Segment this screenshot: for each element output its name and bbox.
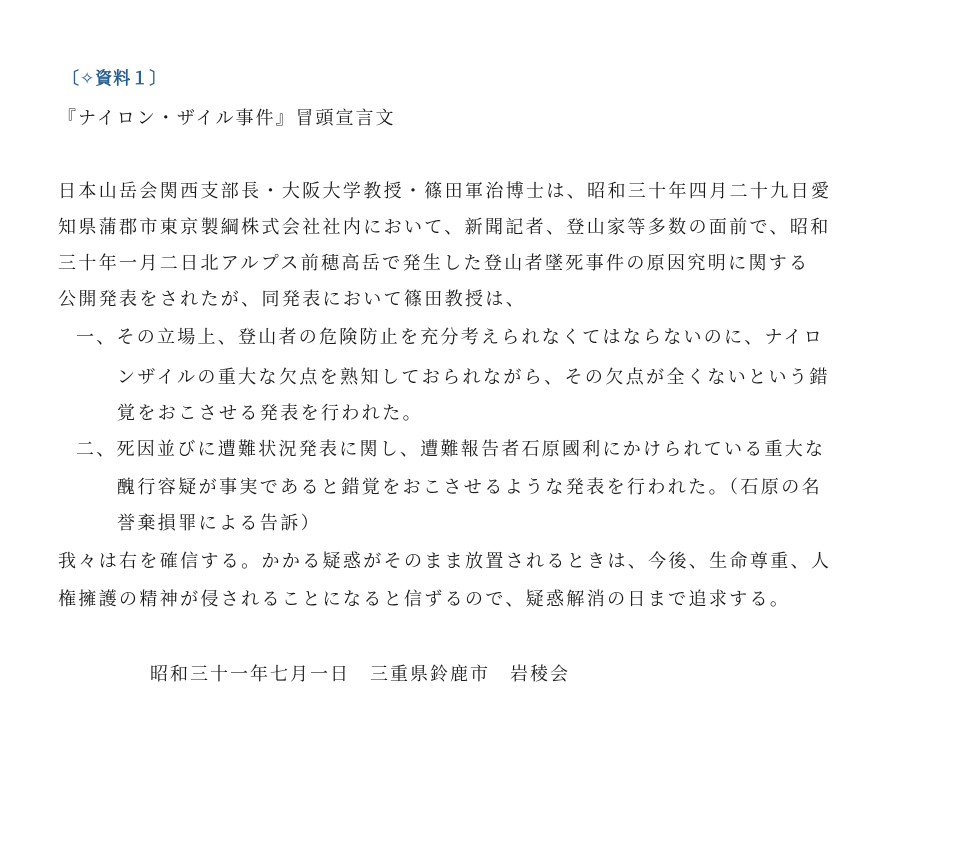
intro-line: 三十年一月二日北アルプス前穂高岳で発生した登山者墜死事件の原因究明に関する <box>58 253 810 274</box>
list-item-one-continuation: 覚をおこさせる発表を行われた。 <box>117 403 423 424</box>
list-item-two-continuation: 醜行容疑が事実であると錯覚をおこさせるような発表を行われた。（石原の名 <box>117 477 822 498</box>
document-footer: 昭和三十一年七月一日 三重県鈴鹿市 岩稜会 <box>150 664 570 685</box>
closing-line: 権擁護の精神が侵されることになると信ずるので、疑惑解消の日まで追求する。 <box>58 589 791 610</box>
closing-line: 我々は右を確信する。かかる疑惑がそのまま放置されるときは、今後、生命尊重、人 <box>58 551 832 572</box>
intro-line: 公開発表をされたが、同発表において篠田教授は、 <box>58 289 527 310</box>
intro-line: 知県蒲郡市東京製綱株式会社社内において、新聞記者、登山家等多数の面前で、昭和 <box>58 217 831 238</box>
list-item-one: 一、その立場上、登山者の危険防止を充分考えられなくてはならないのに、ナイロ <box>76 327 824 348</box>
list-item-one-continuation: ンザイルの重大な欠点を熟知しておられながら、その欠点が全くないという錯 <box>117 367 830 388</box>
list-item-two-continuation: 誉棄損罪による告訴） <box>117 513 321 534</box>
list-item-two: 二、死因並びに遭難状況発表に関し、遭難報告者石原國利にかけられている重大な <box>76 439 826 460</box>
document-heading: 〔✧資料１〕 <box>62 69 168 89</box>
intro-line: 日本山岳会関西支部長・大阪大学教授・篠田軍治博士は、昭和三十年四月二十九日愛 <box>58 181 832 202</box>
document-subtitle: 『ナイロン・ザイル事件』冒頭宣言文 <box>58 108 396 129</box>
